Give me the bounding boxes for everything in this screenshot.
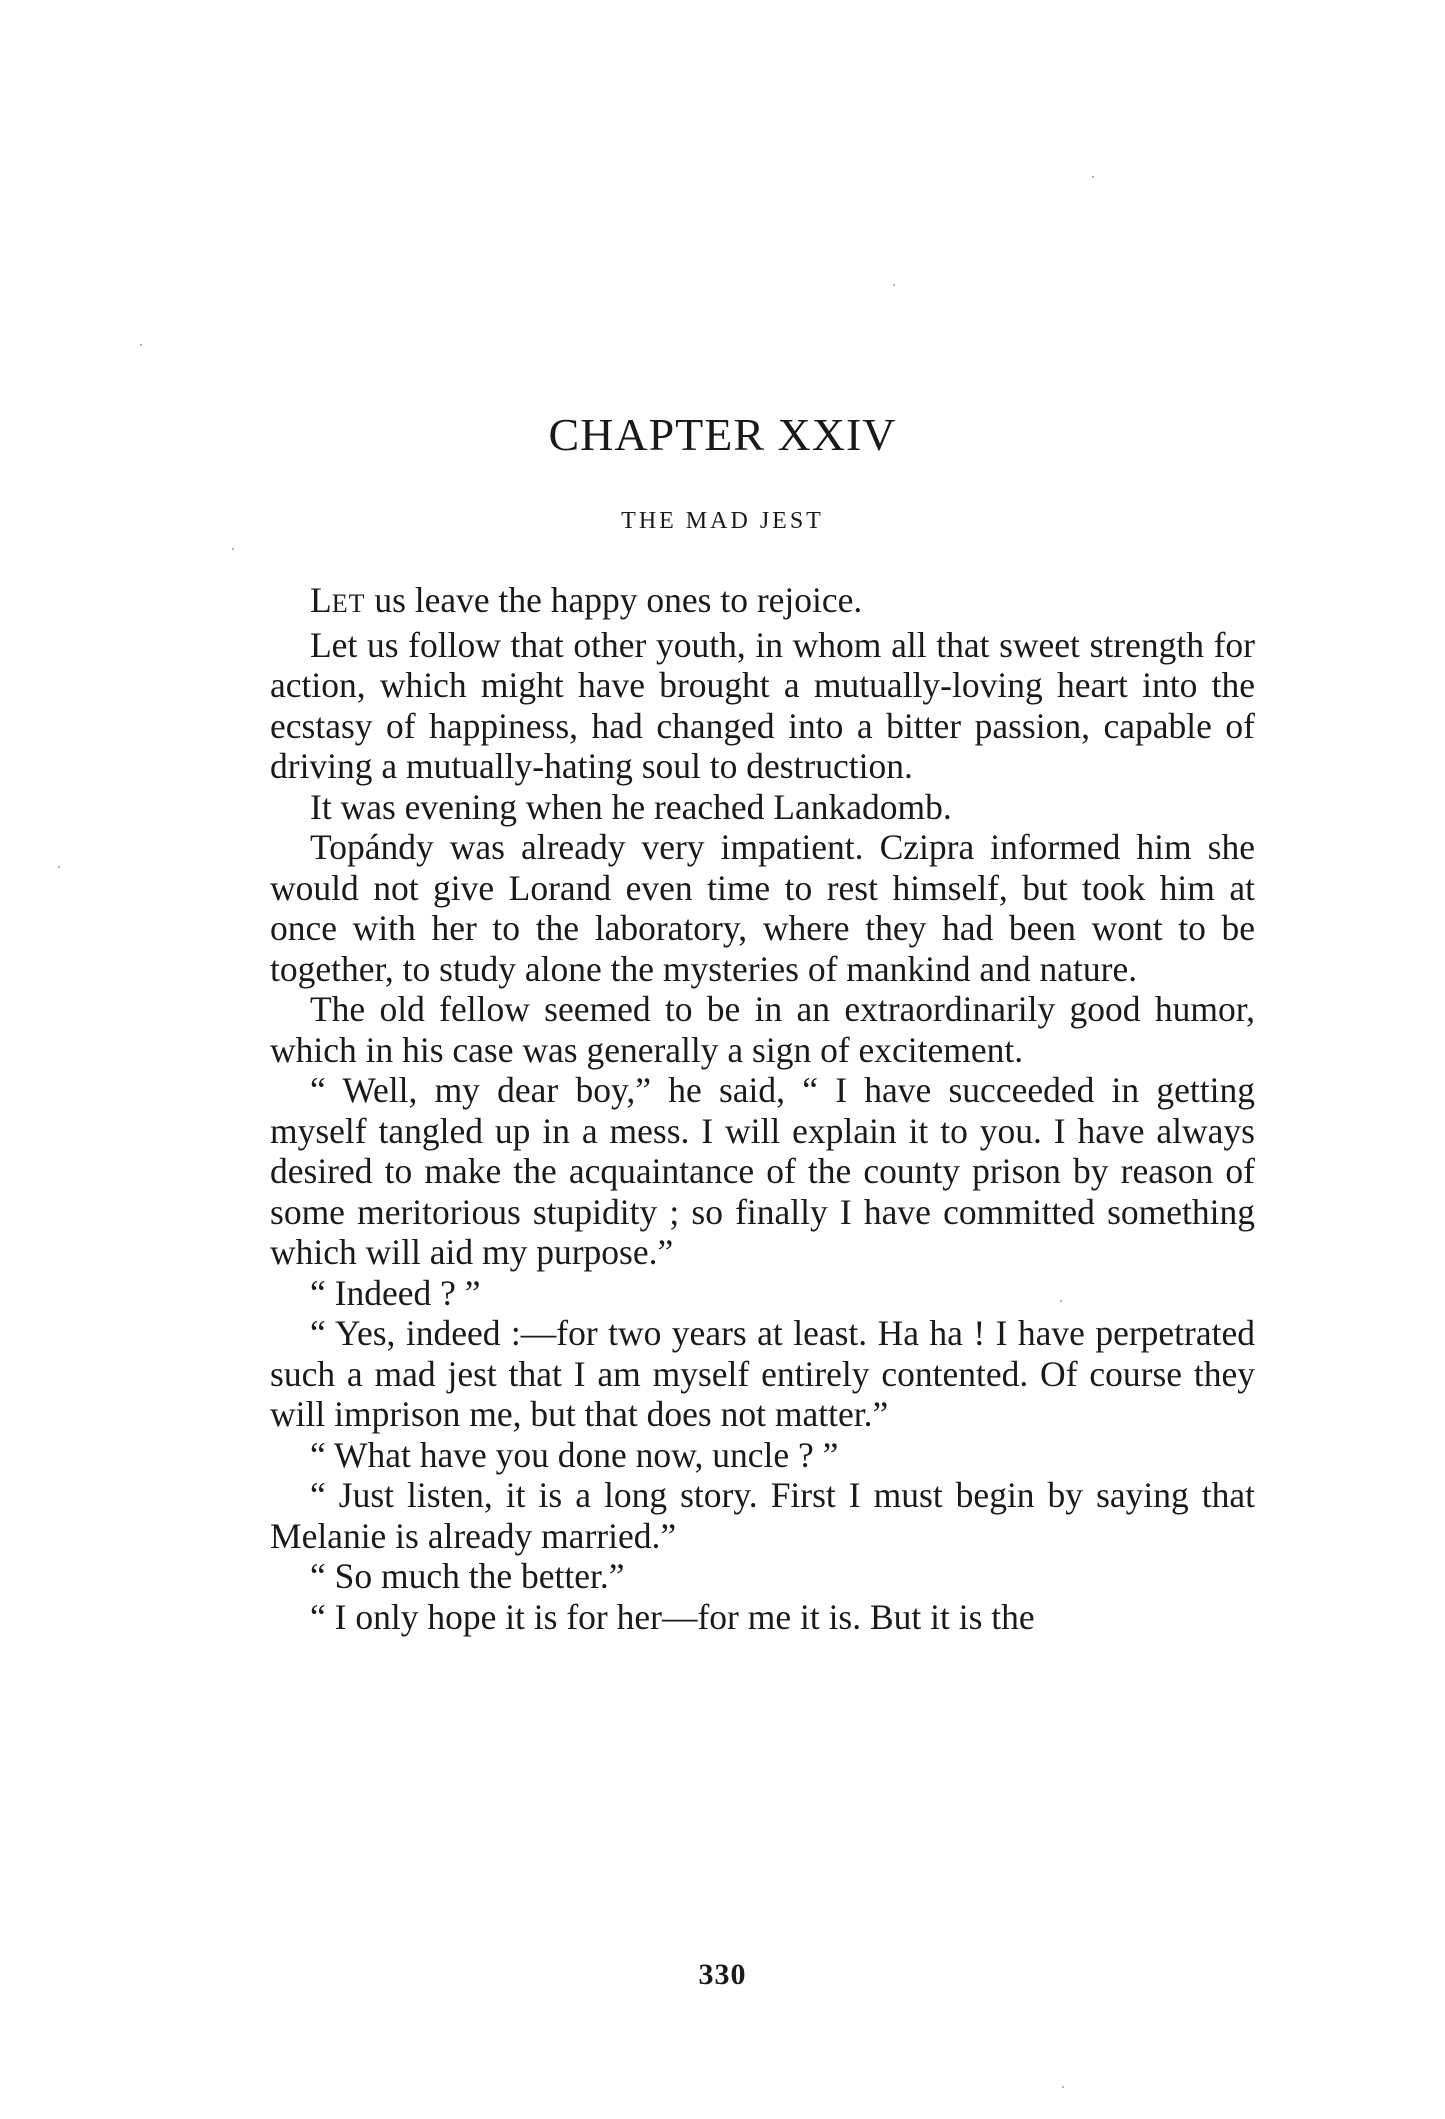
paragraph-6: “ Well, my dear boy,” he said, “ I have succeeded in getting myself tangled up in a mess. I will explain it to you. I have always desired to make the acquaintance of the county prison by reason of some meritorious stupidity ; so finally I have committed something which will aid my purpose.” bbox=[270, 1070, 1255, 1272]
paragraph-10: “ Just listen, it is a long story. First I must begin by saying that Melanie is already married.” bbox=[270, 1475, 1255, 1556]
paragraph-4: Topándy was already very impatient. Czipra informed him she would not give Lorand even time to rest himself, but took him at once with her to the laboratory, where they had been wont to be together, to study alone the mysteries of mankind and nature. bbox=[270, 827, 1255, 989]
paragraph-9: “ What have you done now, uncle ? ” bbox=[310, 1434, 839, 1475]
scan-speck bbox=[58, 866, 60, 868]
page-number: 330 bbox=[698, 1958, 747, 1991]
lead-small-caps: ET bbox=[331, 589, 366, 618]
paragraph-12: “ I only hope it is for her—for me it is. But it is the bbox=[310, 1596, 1035, 1637]
body-text bbox=[270, 580, 1255, 1637]
paragraph-11: “ So much the better.” bbox=[310, 1556, 625, 1596]
scan-speck bbox=[1060, 1300, 1062, 1302]
scan-speck bbox=[1092, 176, 1094, 178]
paragraph-text: us leave the happy ones to rejoice. bbox=[365, 580, 863, 620]
paragraph-5: The old fellow seemed to be in an extraordinarily good humor, which in his case was generally a sign of excitement. bbox=[270, 989, 1255, 1070]
paragraph-8: “ Yes, indeed :—for two years at least. Ha ha ! I have perpetrated such a mad jest that I am myself entirely contented. Of course they will imprison me, but that does not matter.” bbox=[270, 1313, 1255, 1434]
scan-speck bbox=[893, 284, 895, 286]
paragraph-7: “ Indeed ? ” bbox=[310, 1272, 481, 1313]
scan-speck bbox=[1062, 2086, 1064, 2088]
scan-speck bbox=[140, 344, 142, 346]
scan-speck bbox=[232, 548, 234, 550]
paragraph-2: Let us follow that other youth, in whom all that sweet strength for action, which might have brought a mutually-loving heart into the ecstasy of happiness, had changed into a bitter passion, capable of driving a mutually-hating soul to destruction. bbox=[270, 624, 1255, 786]
chapter-subtitle: THE MAD JEST bbox=[621, 508, 824, 534]
chapter-title: CHAPTER XXIV bbox=[548, 409, 897, 460]
lead-capital: L bbox=[310, 580, 332, 620]
paragraph-3: It was evening when he reached Lankadomb. bbox=[310, 786, 952, 827]
paragraph-1 bbox=[270, 580, 1255, 625]
